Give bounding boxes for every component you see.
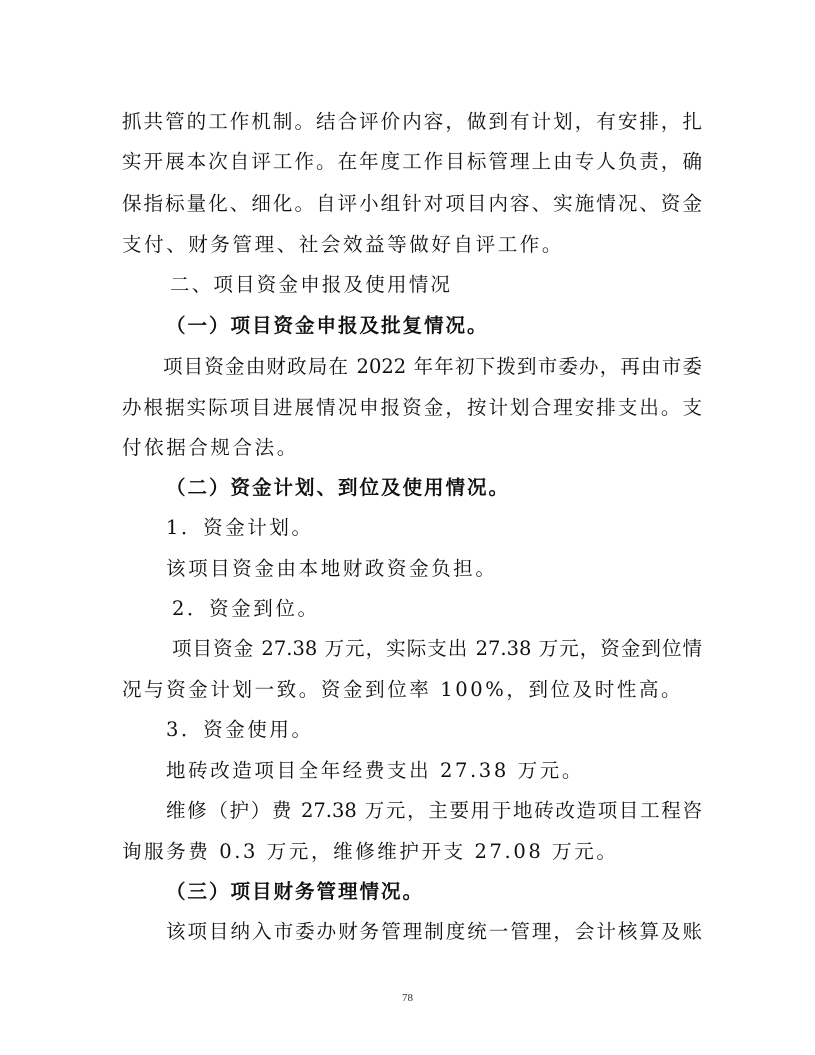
paragraph-line: 该项目纳入市委办财务管理制度统一管理，会计核算及账 (166, 920, 702, 943)
section-heading: 二、项目资金申报及使用情况 (170, 273, 453, 296)
paragraph-line: 保指标量化、细化。自评小组针对项目内容、实施情况、资金 (122, 192, 702, 215)
section-heading: （二）资金计划、到位及使用情况。 (166, 476, 511, 499)
paragraph-line: 2．资金到位。 (172, 597, 320, 620)
paragraph-line: 1．资金计划。 (166, 516, 314, 539)
section-heading: （一）项目资金申报及批复情况。 (166, 314, 489, 337)
paragraph-line: 付依据合规合法。 (122, 436, 299, 459)
paragraph-line: 询服务费 0.3 万元，维修维护开支 27.08 万元。 (122, 840, 619, 863)
paragraph-line: 该项目资金由本地财政资金负担。 (166, 557, 498, 580)
section-heading: （三）项目财务管理情况。 (166, 880, 425, 903)
paragraph-line: 况与资金计划一致。资金到位率 100%，到位及时性高。 (122, 678, 684, 701)
paragraph-line: 维修（护）费 27.38 万元，主要用于地砖改造项目工程咨 (166, 799, 702, 822)
page-number: 78 (402, 992, 413, 1004)
paragraph-line: 地砖改造项目全年经费支出 27.38 万元。 (166, 759, 584, 782)
paragraph-line: 项目资金由财政局在 2022 年年初下拨到市委办，再由市委 (163, 355, 702, 378)
paragraph-line: 实开展本次自评工作。在年度工作目标管理上由专人负责，确 (122, 150, 702, 173)
paragraph-line: 办根据实际项目进展情况申报资金，按计划合理安排支出。支 (122, 396, 702, 419)
paragraph-line: 项目资金 27.38 万元，实际支出 27.38 万元，资金到位情 (172, 637, 702, 660)
paragraph-line: 3．资金使用。 (166, 718, 314, 741)
paragraph-line: 抓共管的工作机制。结合评价内容，做到有计划，有安排，扎 (122, 110, 702, 133)
paragraph-line: 支付、财务管理、社会效益等做好自评工作。 (122, 233, 565, 256)
